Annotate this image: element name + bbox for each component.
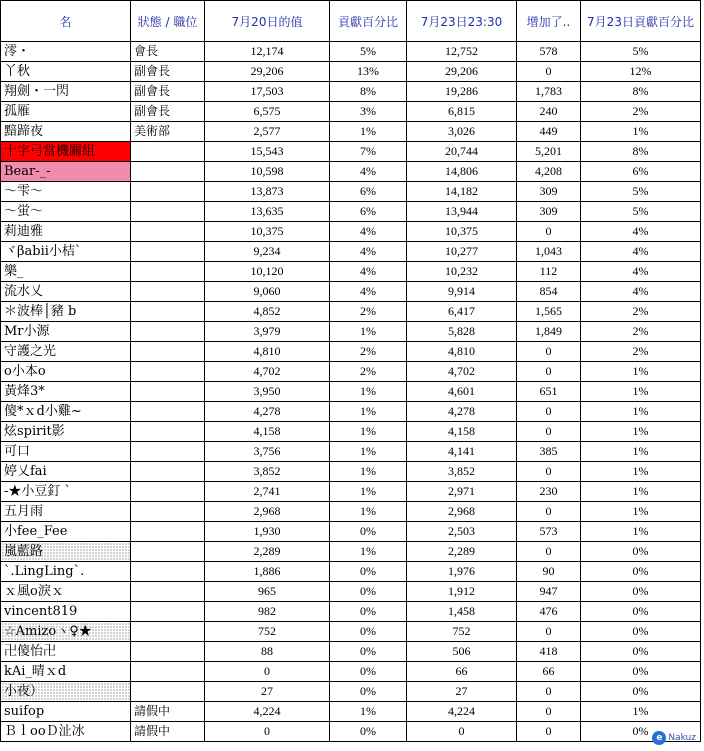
cell-role: 副會長 [131,82,205,102]
cell-percent-0720: 4% [330,162,407,182]
table-row [1,322,701,342]
cell-name: ☆Amizoヽ♀★ [1,622,131,642]
cell-percent-0723: 8% [581,82,701,102]
cell-name: -★小豆釘 ` [1,482,131,502]
cell-percent-0723: 4% [581,262,701,282]
cell-value-0723: 14,182 [407,182,517,202]
cell-percent-0720: 1% [330,442,407,462]
table-row [1,122,701,142]
cell-increase: 947 [517,582,581,602]
table-row [1,622,701,642]
table-row [1,402,701,422]
cell-value-0723: 5,828 [407,322,517,342]
cell-value-0723: 27 [407,682,517,702]
cell-value-0723: 752 [407,622,517,642]
cell-value-0723: 6,417 [407,302,517,322]
cell-value-0720: 965 [205,582,330,602]
cell-name: o小本o [1,362,131,382]
cell-percent-0720: 1% [330,422,407,442]
cell-increase: 0 [517,422,581,442]
cell-value-0720: 4,810 [205,342,330,362]
cell-role [131,602,205,622]
cell-percent-0720: 7% [330,142,407,162]
table-row [1,462,701,482]
cell-increase: 0 [517,702,581,722]
cell-name: ＊波棒│豬 b [1,302,131,322]
cell-value-0723: 9,914 [407,282,517,302]
header-percent-0723: 7月23日貢獻百分比 [581,1,701,42]
table-row [1,342,701,362]
cell-percent-0723: 5% [581,202,701,222]
cell-name: 小夜） [1,682,131,702]
cell-percent-0720: 1% [330,122,407,142]
cell-percent-0723: 12% [581,62,701,82]
cell-increase: 0 [517,722,581,742]
cell-role [131,142,205,162]
cell-increase: 0 [517,222,581,242]
cell-value-0720: 9,234 [205,242,330,262]
cell-percent-0720: 0% [330,562,407,582]
cell-value-0720: 12,174 [205,42,330,62]
cell-name: ヾβabii小桔` [1,242,131,262]
cell-percent-0723: 0% [581,722,701,742]
cell-increase: 573 [517,522,581,542]
cell-percent-0720: 0% [330,622,407,642]
cell-role [131,662,205,682]
cell-percent-0723: 1% [581,462,701,482]
cell-role [131,202,205,222]
cell-percent-0720: 0% [330,582,407,602]
header-value-0720: 7月20日的值 [205,1,330,42]
cell-name: 黯蹄夜 [1,122,131,142]
cell-increase: 4,208 [517,162,581,182]
cell-name: kAi_晴ｘd [1,662,131,682]
cell-role: 請假中 [131,722,205,742]
cell-name: 黃烽3* [1,382,131,402]
header-percent-0720: 貢獻百分比 [330,1,407,42]
cell-role: 副會長 [131,62,205,82]
cell-name: 婷乂fai [1,462,131,482]
cell-increase: 0 [517,462,581,482]
cell-percent-0723: 2% [581,102,701,122]
header-role: 狀態 / 職位 [131,1,205,42]
cell-increase: 0 [517,542,581,562]
cell-increase: 1,565 [517,302,581,322]
cell-percent-0720: 4% [330,222,407,242]
cell-value-0723: 19,286 [407,82,517,102]
cell-increase: 476 [517,602,581,622]
cell-role [131,562,205,582]
cell-name: 澪・ [1,42,131,62]
cell-name: 樂_ [1,262,131,282]
table-row [1,182,701,202]
cell-value-0723: 4,278 [407,402,517,422]
cell-percent-0720: 1% [330,702,407,722]
cell-value-0720: 10,598 [205,162,330,182]
cell-value-0723: 1,976 [407,562,517,582]
cell-role: 會長 [131,42,205,62]
cell-name: 丫秋 [1,62,131,82]
cell-role [131,482,205,502]
cell-role [131,422,205,442]
cell-increase: 854 [517,282,581,302]
cell-percent-0723: 0% [581,682,701,702]
cell-percent-0723: 0% [581,602,701,622]
table-row [1,362,701,382]
cell-increase: 0 [517,682,581,702]
cell-percent-0723: 1% [581,702,701,722]
table-body [1,42,701,742]
cell-value-0723: 2,971 [407,482,517,502]
cell-name: ～蛍～ [1,202,131,222]
cell-increase: 651 [517,382,581,402]
header-name: 名 [1,1,131,42]
cell-value-0720: 4,852 [205,302,330,322]
cell-percent-0723: 2% [581,322,701,342]
cell-percent-0720: 8% [330,82,407,102]
cell-percent-0723: 1% [581,122,701,142]
cell-percent-0723: 6% [581,162,701,182]
cell-percent-0723: 4% [581,222,701,242]
header-value-0723: 7月23日23:30 [407,1,517,42]
cell-increase: 449 [517,122,581,142]
cell-value-0723: 13,944 [407,202,517,222]
cell-value-0720: 4,224 [205,702,330,722]
table-row [1,722,701,742]
cell-value-0723: 20,744 [407,142,517,162]
cell-name: 翔劍・一閃 [1,82,131,102]
cell-role [131,382,205,402]
cell-value-0720: 2,577 [205,122,330,142]
cell-percent-0720: 1% [330,462,407,482]
table-row [1,242,701,262]
table-row [1,542,701,562]
table-row [1,662,701,682]
watermark [652,731,696,745]
cell-value-0720: 3,852 [205,462,330,482]
cell-value-0720: 4,278 [205,402,330,422]
cell-value-0723: 12,752 [407,42,517,62]
cell-percent-0720: 2% [330,302,407,322]
cell-value-0720: 3,756 [205,442,330,462]
cell-role [131,222,205,242]
watermark-text: Nakuz [668,733,696,743]
table-row [1,382,701,402]
cell-value-0720: 752 [205,622,330,642]
cell-value-0720: 27 [205,682,330,702]
watermark-logo-icon: e [652,731,666,745]
cell-role [131,682,205,702]
table-row [1,442,701,462]
table-row [1,302,701,322]
cell-value-0723: 4,702 [407,362,517,382]
cell-percent-0720: 1% [330,542,407,562]
cell-name: 炫spirit影 [1,422,131,442]
cell-increase: 0 [517,502,581,522]
cell-role: 請假中 [131,702,205,722]
cell-name: suifop [1,702,131,722]
cell-percent-0723: 0% [581,662,701,682]
cell-name: vincent819 [1,602,131,622]
cell-value-0723: 4,601 [407,382,517,402]
cell-value-0720: 88 [205,642,330,662]
cell-role [131,362,205,382]
cell-increase: 309 [517,182,581,202]
cell-value-0720: 3,950 [205,382,330,402]
cell-name: 傻*ｘd小雞~ [1,402,131,422]
cell-name: ～雫～ [1,182,131,202]
cell-percent-0720: 0% [330,682,407,702]
cell-increase: 0 [517,62,581,82]
cell-role [131,622,205,642]
cell-percent-0723: 0% [581,642,701,662]
cell-name: `.LingLing`. [1,562,131,582]
table-row [1,522,701,542]
cell-role [131,342,205,362]
cell-percent-0723: 0% [581,622,701,642]
cell-increase: 418 [517,642,581,662]
cell-name: 流水乂 [1,282,131,302]
cell-role [131,502,205,522]
cell-value-0723: 6,815 [407,102,517,122]
cell-value-0720: 1,886 [205,562,330,582]
cell-value-0720: 2,289 [205,542,330,562]
cell-percent-0723: 5% [581,182,701,202]
table-row [1,262,701,282]
table-row [1,562,701,582]
cell-increase: 0 [517,342,581,362]
cell-increase: 5,201 [517,142,581,162]
table-row [1,142,701,162]
cell-role: 副會長 [131,102,205,122]
cell-percent-0720: 0% [330,642,407,662]
cell-value-0723: 29,206 [407,62,517,82]
cell-percent-0720: 4% [330,282,407,302]
cell-value-0720: 0 [205,662,330,682]
cell-value-0720: 15,543 [205,142,330,162]
cell-percent-0723: 4% [581,282,701,302]
cell-name: 十字弓當機關組 [1,142,131,162]
cell-increase: 0 [517,362,581,382]
cell-role [131,402,205,422]
cell-value-0720: 982 [205,602,330,622]
table-row [1,702,701,722]
cell-percent-0723: 1% [581,482,701,502]
cell-percent-0723: 1% [581,522,701,542]
cell-percent-0720: 6% [330,202,407,222]
cell-name: 卍傻怡卍 [1,642,131,662]
cell-value-0720: 13,873 [205,182,330,202]
cell-value-0723: 2,503 [407,522,517,542]
table-row [1,42,701,62]
cell-role [131,162,205,182]
table-row [1,282,701,302]
table-row [1,482,701,502]
table-row [1,82,701,102]
cell-increase: 112 [517,262,581,282]
cell-value-0723: 4,141 [407,442,517,462]
cell-increase: 309 [517,202,581,222]
cell-role: 美術部 [131,122,205,142]
cell-percent-0723: 2% [581,342,701,362]
cell-percent-0720: 2% [330,362,407,382]
cell-role [131,322,205,342]
cell-percent-0723: 2% [581,302,701,322]
cell-value-0723: 3,026 [407,122,517,142]
cell-percent-0723: 1% [581,502,701,522]
cell-value-0723: 506 [407,642,517,662]
table-row [1,422,701,442]
cell-percent-0720: 1% [330,482,407,502]
cell-value-0720: 0 [205,722,330,742]
cell-value-0723: 3,852 [407,462,517,482]
cell-increase: 1,849 [517,322,581,342]
cell-increase: 0 [517,402,581,422]
cell-value-0723: 4,158 [407,422,517,442]
cell-role [131,242,205,262]
cell-role [131,522,205,542]
cell-value-0720: 29,206 [205,62,330,82]
cell-percent-0720: 6% [330,182,407,202]
table-row [1,502,701,522]
cell-role [131,542,205,562]
cell-value-0720: 2,968 [205,502,330,522]
cell-role [131,182,205,202]
cell-value-0723: 1,458 [407,602,517,622]
table-row [1,642,701,662]
cell-percent-0723: 1% [581,422,701,442]
cell-increase: 385 [517,442,581,462]
cell-increase: 1,043 [517,242,581,262]
cell-name: Bear-_- [1,162,131,182]
cell-name: 可口 [1,442,131,462]
header-row [1,1,701,42]
cell-value-0720: 13,635 [205,202,330,222]
cell-name: 小fee_Fee [1,522,131,542]
table-row [1,602,701,622]
cell-percent-0720: 4% [330,242,407,262]
cell-percent-0723: 5% [581,42,701,62]
cell-percent-0723: 0% [581,582,701,602]
cell-percent-0723: 0% [581,542,701,562]
cell-percent-0720: 1% [330,382,407,402]
cell-percent-0723: 1% [581,362,701,382]
cell-value-0723: 2,289 [407,542,517,562]
cell-percent-0723: 1% [581,442,701,462]
cell-percent-0720: 13% [330,62,407,82]
cell-value-0723: 10,232 [407,262,517,282]
header-increase: 增加了.. [517,1,581,42]
cell-value-0723: 4,224 [407,702,517,722]
cell-percent-0723: 8% [581,142,701,162]
cell-role [131,462,205,482]
cell-value-0723: 2,968 [407,502,517,522]
cell-value-0723: 0 [407,722,517,742]
cell-increase: 66 [517,662,581,682]
cell-value-0723: 66 [407,662,517,682]
cell-increase: 0 [517,622,581,642]
cell-value-0720: 6,575 [205,102,330,122]
cell-value-0720: 10,120 [205,262,330,282]
cell-value-0720: 1,930 [205,522,330,542]
cell-value-0720: 4,702 [205,362,330,382]
table-row [1,682,701,702]
cell-role [131,442,205,462]
cell-percent-0720: 1% [330,322,407,342]
cell-percent-0720: 1% [330,502,407,522]
cell-increase: 578 [517,42,581,62]
cell-percent-0720: 5% [330,42,407,62]
cell-value-0720: 9,060 [205,282,330,302]
cell-value-0720: 4,158 [205,422,330,442]
cell-increase: 90 [517,562,581,582]
table-row [1,162,701,182]
cell-increase: 240 [517,102,581,122]
cell-percent-0720: 4% [330,262,407,282]
cell-value-0720: 3,979 [205,322,330,342]
cell-role [131,262,205,282]
table-row [1,62,701,82]
cell-value-0720: 10,375 [205,222,330,242]
cell-percent-0723: 1% [581,382,701,402]
cell-percent-0720: 0% [330,722,407,742]
cell-value-0723: 10,277 [407,242,517,262]
table-row [1,582,701,602]
cell-percent-0723: 1% [581,402,701,422]
table-row [1,222,701,242]
cell-increase: 1,783 [517,82,581,102]
cell-percent-0720: 1% [330,402,407,422]
cell-increase: 230 [517,482,581,502]
cell-name: 五月雨 [1,502,131,522]
cell-value-0723: 14,806 [407,162,517,182]
cell-percent-0720: 0% [330,522,407,542]
cell-percent-0720: 0% [330,662,407,682]
cell-name: Mr小源 [1,322,131,342]
cell-name: ＢｌooＤ沚冰 [1,722,131,742]
cell-role [131,302,205,322]
cell-value-0723: 1,912 [407,582,517,602]
cell-role [131,642,205,662]
cell-percent-0720: 2% [330,342,407,362]
cell-value-0723: 10,375 [407,222,517,242]
table-row [1,202,701,222]
cell-percent-0723: 0% [581,562,701,582]
cell-value-0720: 2,741 [205,482,330,502]
cell-name: 嵐藍路 [1,542,131,562]
cell-value-0720: 17,503 [205,82,330,102]
cell-name: 守護之光 [1,342,131,362]
cell-percent-0720: 0% [330,602,407,622]
cell-name: 孤雁 [1,102,131,122]
cell-role [131,582,205,602]
cell-role [131,282,205,302]
cell-percent-0720: 3% [330,102,407,122]
cell-value-0723: 4,810 [407,342,517,362]
cell-name: ｘ風o淚ｘ [1,582,131,602]
cell-percent-0723: 4% [581,242,701,262]
cell-name: 莉迪雅 [1,222,131,242]
table-row [1,102,701,122]
